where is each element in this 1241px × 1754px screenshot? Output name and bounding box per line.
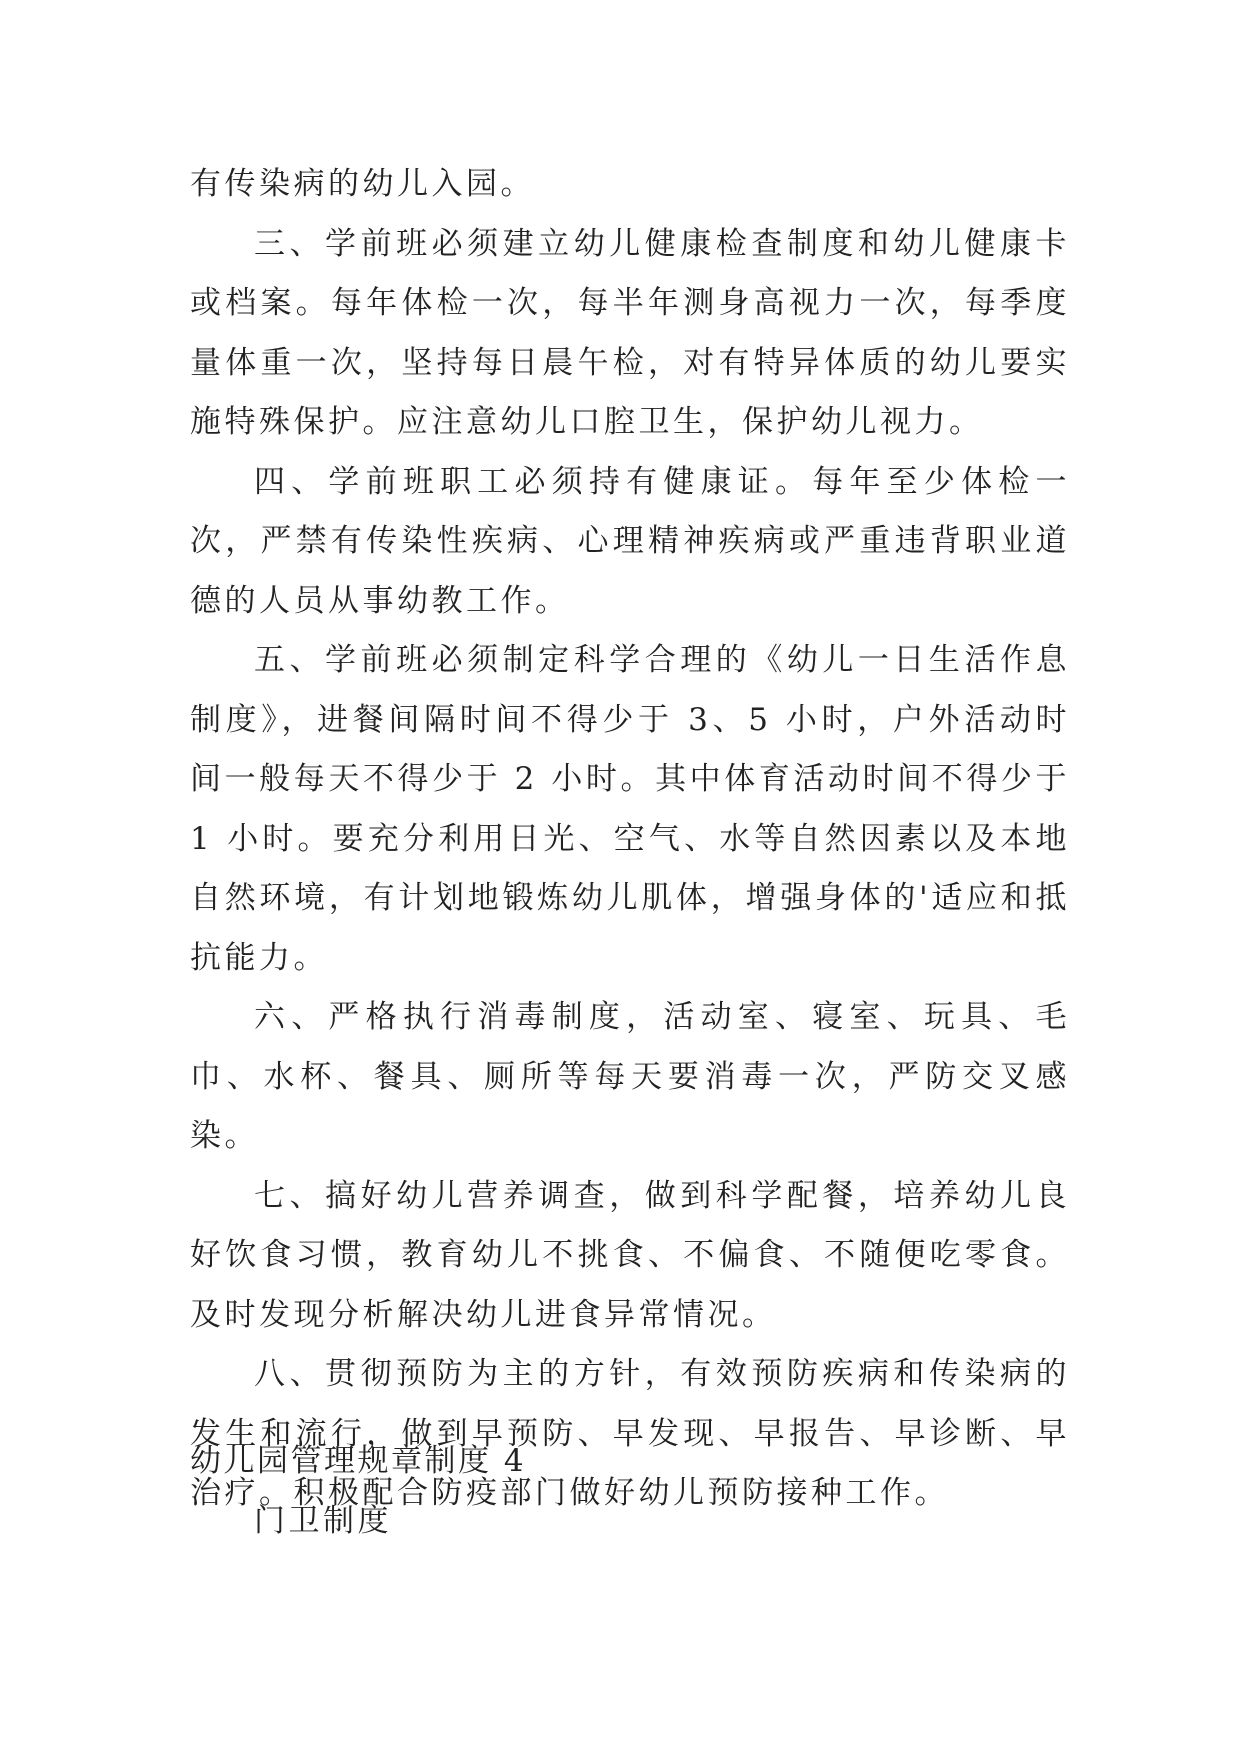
paragraph-item-5: 五、学前班必须制定科学合理的《幼儿一日生活作息制度》，进餐间隔时间不得少于 3、5 小时，户外活动时间一般每天不得少于 2 小时。其中体育活动时间不得少于 1 小时。要充分利用日光、空气、水等自然因素以及本地自然环境，有计划地锻炼幼儿肌体，增强身体的'适应和抵抗能力。 <box>190 642 1070 976</box>
paragraph-item-3: 三、学前班必须建立幼儿健康检查制度和幼儿健康卡或档案。每年体检一次，每半年测身高视力一次，每季度量体重一次，坚持每日晨午检，对有特异体质的幼儿要实施特殊保护。应注意幼儿口腔卫生，保护幼儿视力。 <box>190 225 1070 440</box>
section-block <box>190 1432 1070 1551</box>
document-body <box>190 155 1070 1524</box>
paragraph-item-4: 四、学前班职工必须持有健康证。每年至少体检一次，严禁有传染性疾病、心理精神疾病或严重违背职业道德的人员从事幼教工作。 <box>190 463 1070 619</box>
section-subheading: 门卫制度 <box>254 1502 392 1539</box>
paragraph-item-8: 八、贯彻预防为主的方针，有效预防疾病和传染病的发生和流行，做到早预防、早发现、早报告、早诊断、早治疗。积极配合防疫部门做好幼儿预防接种工作。 <box>190 1356 1070 1511</box>
paragraph-continuation: 有传染病的幼儿入园。 <box>190 166 535 202</box>
paragraph-item-7: 七、搞好幼儿营养调查，做到科学配餐，培养幼儿良好饮食习惯，教育幼儿不挑食、不偏食、不随便吃零食。及时发现分析解决幼儿进食异常情况。 <box>190 1177 1070 1333</box>
section-heading: 幼儿园管理规章制度 4 <box>190 1443 527 1479</box>
paragraph-item-6: 六、严格执行消毒制度，活动室、寝室、玩具、毛巾、水杯、餐具、厕所等每天要消毒一次，严防交叉感染。 <box>190 999 1070 1154</box>
